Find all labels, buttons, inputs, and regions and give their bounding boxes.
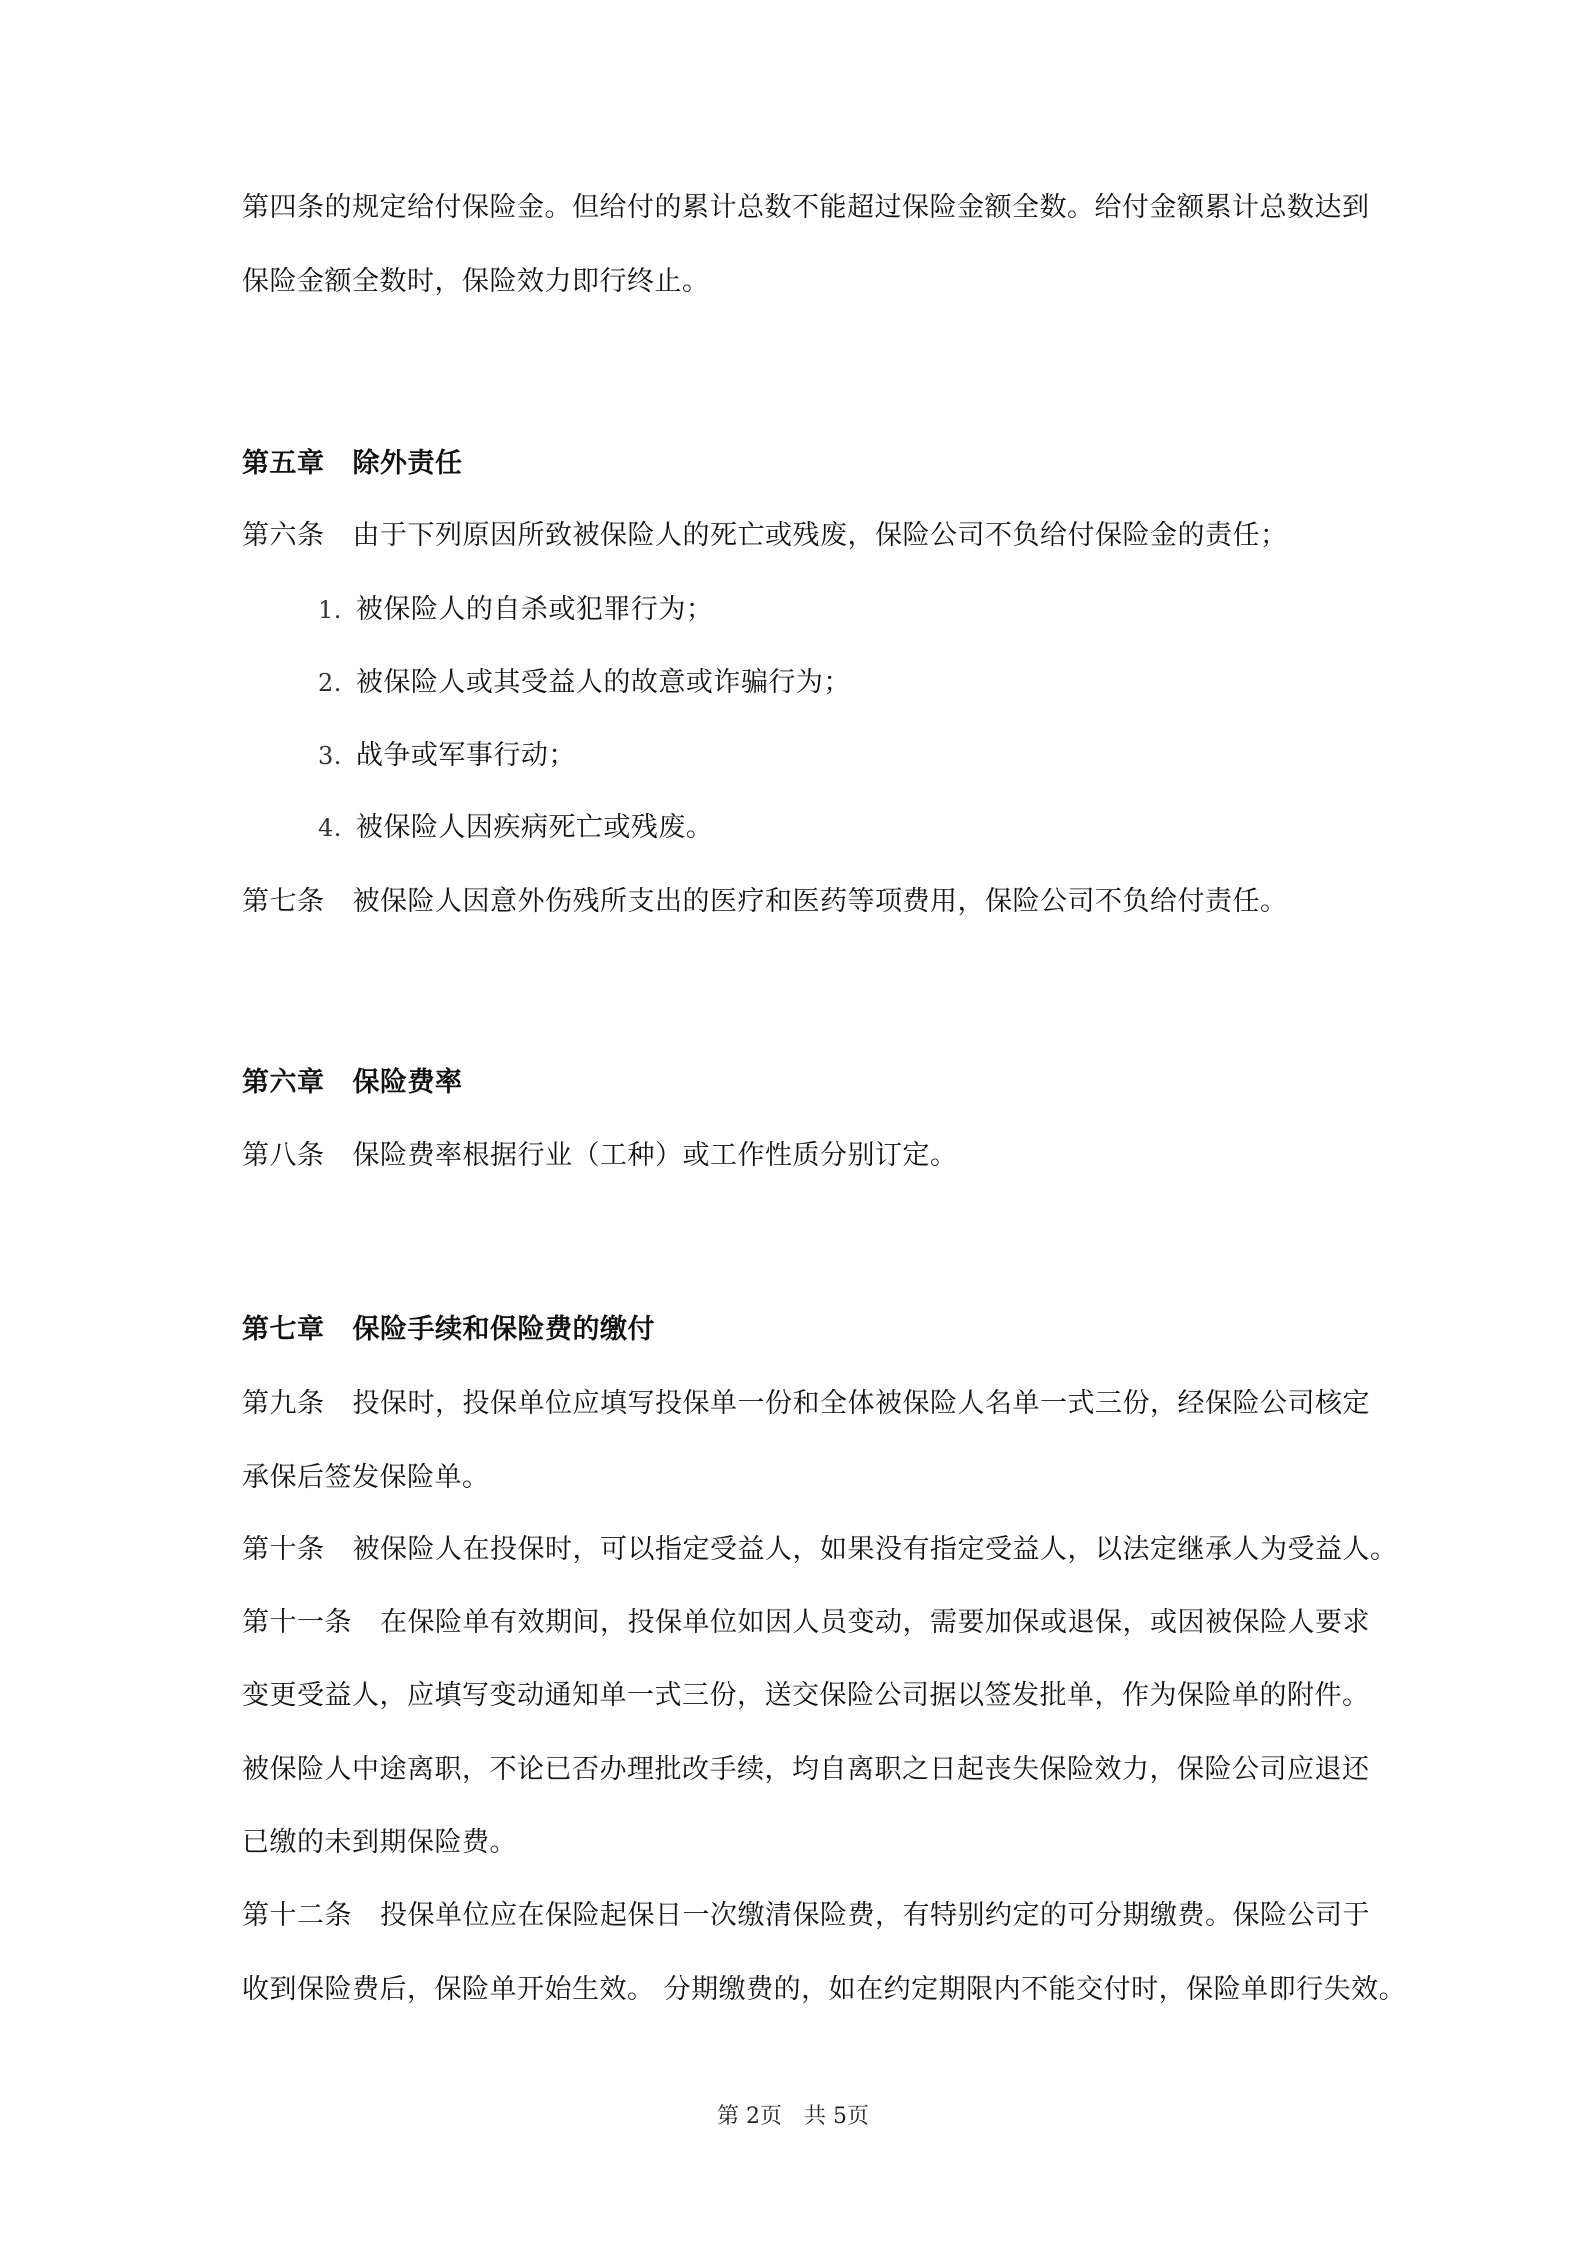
article-11-continued: 变更受益人，应填写变动通知单一式三份，送交保险公司据以签发批单，作为保险单的附件。: [242, 1680, 1370, 1711]
article-label: 第十二条: [242, 1900, 352, 1931]
article-11: [242, 1605, 1370, 1641]
list-item: [318, 592, 713, 628]
article-text: 被保险人因意外伤残所支出的医疗和医药等项费用，保险公司不负给付责任。: [352, 886, 1288, 917]
list-item: [318, 810, 713, 846]
paragraph-line: 保险金额全数时，保险效力即行终止。: [242, 266, 710, 297]
article-6: [242, 518, 1288, 554]
article-10: [242, 1532, 1398, 1568]
article-label: 第七条: [242, 886, 325, 917]
chapter-label: 第七章: [242, 1314, 325, 1345]
article-8: [242, 1138, 958, 1174]
article-text: 投保单位应在保险起保日一次缴清保险费，有特别约定的可分期缴费。保险公司于: [380, 1900, 1370, 1931]
list-item: [318, 738, 576, 774]
chapter-label: 第六章: [242, 1067, 325, 1098]
list-item-text: 被保险人因疾病死亡或残废。: [355, 812, 714, 843]
article-text: 保险费率根据行业（工种）或工作性质分别订定。: [352, 1140, 958, 1171]
article-12: [242, 1898, 1370, 1934]
chapter-heading-5: [242, 446, 463, 482]
article-label: 第十条: [242, 1534, 325, 1565]
chapter-label: 第五章: [242, 448, 325, 479]
article-11-continued: 被保险人中途离职，不论已否办理批改手续，均自离职之日起丧失保险效力，保险公司应退还: [242, 1754, 1370, 1785]
article-9-continued: 承保后签发保险单。: [242, 1462, 490, 1493]
chapter-title: 除外责任: [352, 448, 463, 479]
chapter-heading-6: [242, 1065, 463, 1101]
list-item-number: 3.: [318, 742, 342, 770]
list-item-number: 4.: [318, 814, 342, 842]
article-label: 第六条: [242, 520, 325, 551]
article-label: 第八条: [242, 1140, 325, 1171]
chapter-title: 保险费率: [352, 1067, 463, 1098]
article-label: 第九条: [242, 1388, 325, 1419]
list-item-number: 1.: [318, 596, 342, 624]
article-text: 投保时，投保单位应填写投保单一份和全体被保险人名单一式三份，经保险公司核定: [352, 1388, 1370, 1419]
article-text: 由于下列原因所致被保险人的死亡或残废，保险公司不负给付保险金的责任；: [352, 520, 1288, 551]
paragraph-line: 第四条的规定给付保险金。但给付的累计总数不能超过保险金额全数。给付金额累计总数达到: [242, 192, 1370, 223]
list-item-text: 战争或军事行动；: [355, 740, 576, 771]
list-item-text: 被保险人或其受益人的故意或诈骗行为；: [355, 667, 851, 698]
chapter-heading-7: [242, 1312, 655, 1348]
article-text: 被保险人在投保时，可以指定受益人，如果没有指定受益人，以法定继承人为受益人。: [352, 1534, 1398, 1565]
article-label: 第十一条: [242, 1607, 352, 1638]
list-item-text: 被保险人的自杀或犯罪行为；: [355, 594, 714, 625]
article-11-continued: 已缴的未到期保险费。: [242, 1827, 517, 1858]
list-item: [318, 665, 851, 701]
article-12-continued: 收到保险费后，保险单开始生效。 分期缴费的，如在约定期限内不能交付时，保险单即行失效。: [242, 1974, 1407, 2005]
list-item-number: 2.: [318, 669, 342, 697]
article-7: [242, 884, 1288, 920]
article-9: [242, 1386, 1370, 1422]
chapter-title: 保险手续和保险费的缴付: [352, 1314, 655, 1345]
article-text: 在保险单有效期间，投保单位如因人员变动，需要加保或退保，或因被保险人要求: [380, 1607, 1370, 1638]
page-number-footer: 第 2页 共 5页: [717, 2104, 869, 2129]
